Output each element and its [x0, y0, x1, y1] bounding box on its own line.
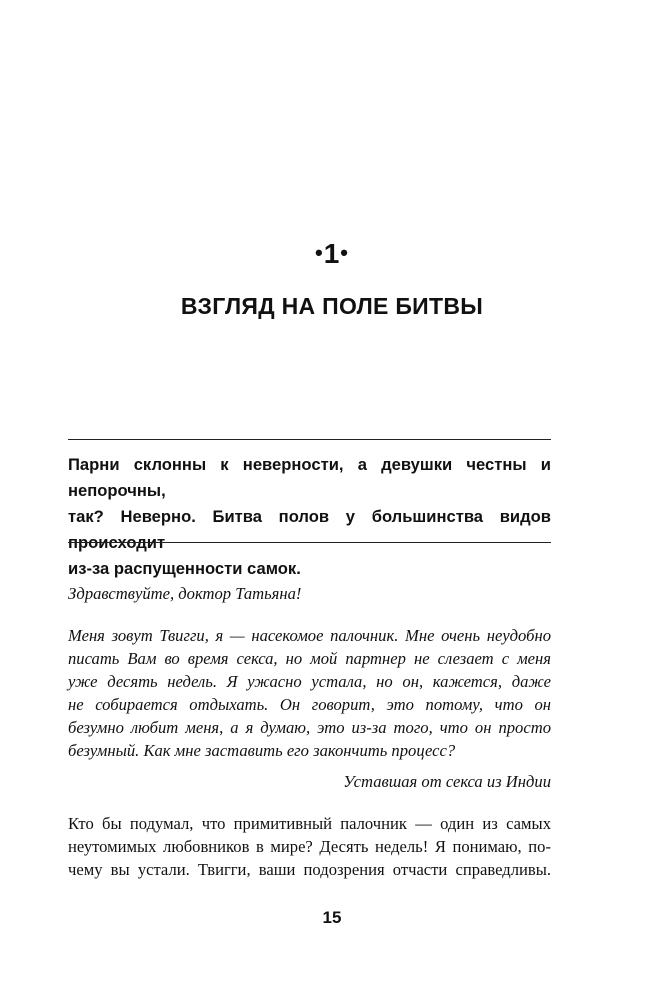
lead-line: Парни склонны к неверности, а девушки честны и непорочны, [68, 455, 551, 500]
lead-bottom-rule [68, 542, 551, 543]
body-line: Кто бы подумал, что примитивный палочник — один из самых [68, 814, 551, 833]
page-number: 15 [322, 908, 342, 927]
letter-line: не собирается отдыхать. Он говорит, это потому, что он [68, 695, 551, 714]
body-line: неутомимых любовников в мире? Десять недель! Я понимаю, по- [68, 837, 551, 856]
letter-line: безумный. Как мне заставить его закончить процесс? [68, 741, 456, 760]
body-paragraph [68, 812, 551, 881]
body-line: чему вы устали. Твигги, ваши подозрения отчасти справедливы. [68, 860, 551, 879]
chapter-number [0, 236, 664, 271]
letter-line: Меня зовут Твигги, я — насекомое палочник. Мне очень неудобно [68, 626, 551, 645]
letter-body [68, 624, 551, 762]
letter-greeting: Здравствуйте, доктор Татьяна! [68, 584, 302, 603]
letter-line: уже десять недель. Я ужасно устала, но он, кажется, даже [68, 672, 551, 691]
chapter-number-value: 1 [323, 238, 341, 269]
lead-line: так? Неверно. Битва полов у большинства видов происходит [68, 507, 551, 552]
chapter-number-dot-right: • [340, 240, 349, 265]
letter-line: безумно любит меня, а я думаю, это из-за того, что он просто [68, 718, 551, 737]
lead-top-rule [68, 439, 551, 440]
chapter-lead [68, 452, 551, 582]
letter-signature: Уставшая от секса из Индии [343, 772, 551, 791]
chapter-title: ВЗГЛЯД НА ПОЛЕ БИТВЫ [180, 293, 484, 319]
chapter-number-dot-left: • [315, 240, 324, 265]
letter-line: писать Вам во время секса, но мой партнер не слезает с меня [68, 649, 551, 668]
lead-line: из-за распущенности самок. [68, 559, 301, 578]
